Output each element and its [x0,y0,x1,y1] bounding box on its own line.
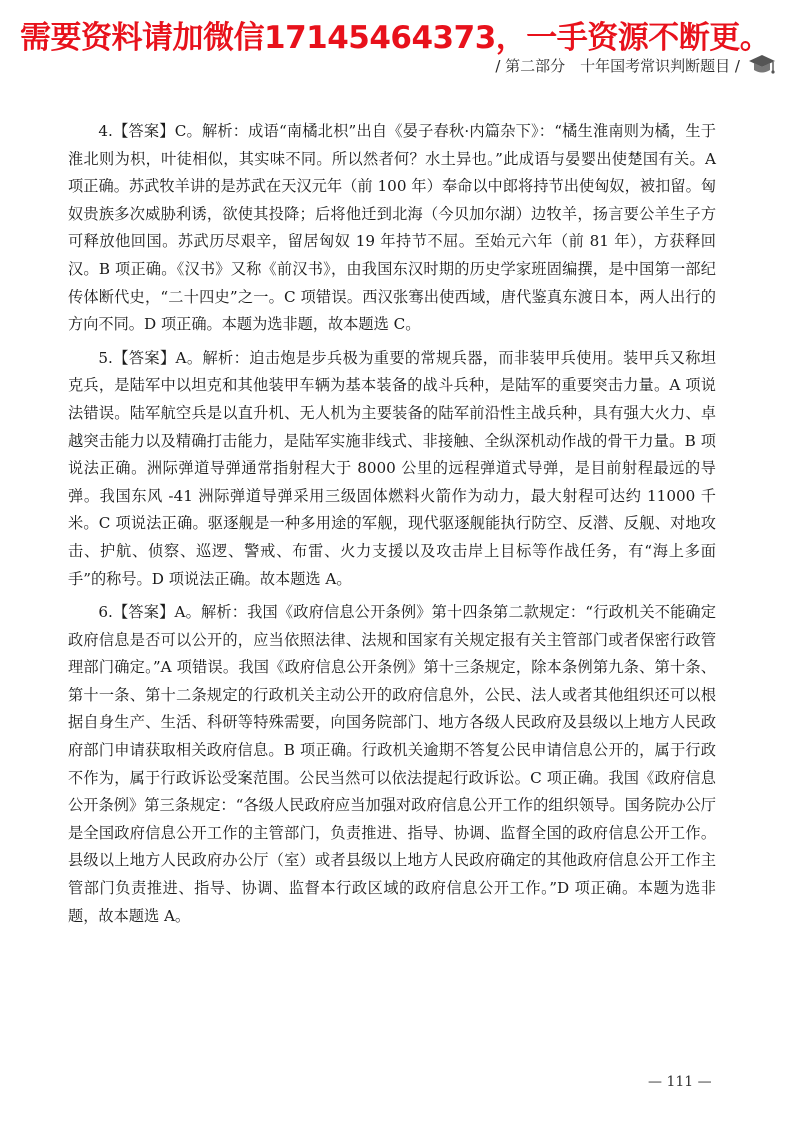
answer-explanations [68,118,716,936]
page-number: — 111 — [648,1074,712,1090]
graduation-cap-icon [748,52,776,78]
answer-4-paragraph: 4.【答案】C。解析：成语“南橘北枳”出自《晏子春秋·内篇杂下》：“橘生淮南则为橘，生于淮北则为枳，叶徒相似，其实味不同。所以然者何？水土异也。”此成语与晏婴出使楚国有关。A 项正确。苏武牧羊讲的是苏武在天汉元年（前 100 年）奉命以中郎将持节出使匈奴，被扣留。匈奴贵族多次威胁利诱，欲使其投降；后将他迁到北海（今贝加尔湖）边牧羊，扬言要公羊生子方可释放他回国。苏武历尽艰辛，留居匈奴 19 年持节不屈。至始元六年（前 81 年），方获释回汉。B 项正确。《汉书》又称《前汉书》，由我国东汉时期的历史学家班固编撰，是中国第一部纪传体断代史，“二十四史”之一。C 项错误。西汉张骞出使西域，唐代鉴真东渡日本，两人出行的方向不同。D 项正确。本题为选非题，故本题选 C。 [68,122,716,334]
running-head: / 第二部分 十年国考常识判断题目 / [495,57,740,75]
watermark-banner: 需要资料请加微信17145464373，一手资源不断更。 [20,20,771,56]
answer-5-paragraph: 5.【答案】A。解析：迫击炮是步兵极为重要的常规兵器，而非装甲兵使用。装甲兵又称坦克兵，是陆军中以坦克和其他装甲车辆为基本装备的战斗兵种，是陆军的重要突击力量。A 项说法错误。陆军航空兵是以直升机、无人机为主要装备的陆军前沿性主战兵种，具有强大火力、卓越突击能力以及精确打击能力，是陆军实施非线式、非接触、全纵深机动作战的骨干力量。B 项说法正确。洲际弹道导弹通常指射程大于 8000 公里的远程弹道式导弹，是目前射程最远的导弹。我国东风 -41 洲际弹道导弹采用三级固体燃料火箭作为动力，最大射程可达约 11000 千米。C 项说法正确。驱逐舰是一种多用途的军舰，现代驱逐舰能执行防空、反潜、反舰、对地攻击、护航、侦察、巡逻、警戒、布雷、火力支援以及攻击岸上目标等作战任务，有“海上多面手”的称号。D 项说法正确。故本题选 A。 [68,348,716,588]
answer-6-paragraph: 6.【答案】A。解析：我国《政府信息公开条例》第十四条第二款规定：“行政机关不能确定政府信息是否可以公开的，应当依照法律、法规和国家有关规定报有关主管部门或者保密行政管理部门确定。”A 项错误。我国《政府信息公开条例》第十三条规定，除本条例第九条、第十条、第十一条、第十二条规定的行政机关主动公开的政府信息外，公民、法人或者其他组织还可以根据自身生产、生活、科研等特殊需要，向国务院部门、地方各级人民政府及县级以上地方人民政府部门申请获取相关政府信息。B 项正确。行政机关逾期不答复公民申请信息公开的，属于行政不作为，属于行政诉讼受案范围。公民当然可以依法提起行政诉讼。C 项正确。我国《政府信息公开条例》第三条规定：“各级人民政府应当加强对政府信息公开工作的组织领导。国务院办公厅是全国政府信息公开工作的主管部门，负责推进、指导、协调、监督全国的政府信息公开工作。县级以上地方人民政府办公厅（室）或者县级以上地方人民政府确定的其他政府信息公开工作主管部门负责推进、指导、协调、监督本行政区域的政府信息公开工作。”D 项正确。本题为选非题，故本题选 A。 [68,603,716,925]
